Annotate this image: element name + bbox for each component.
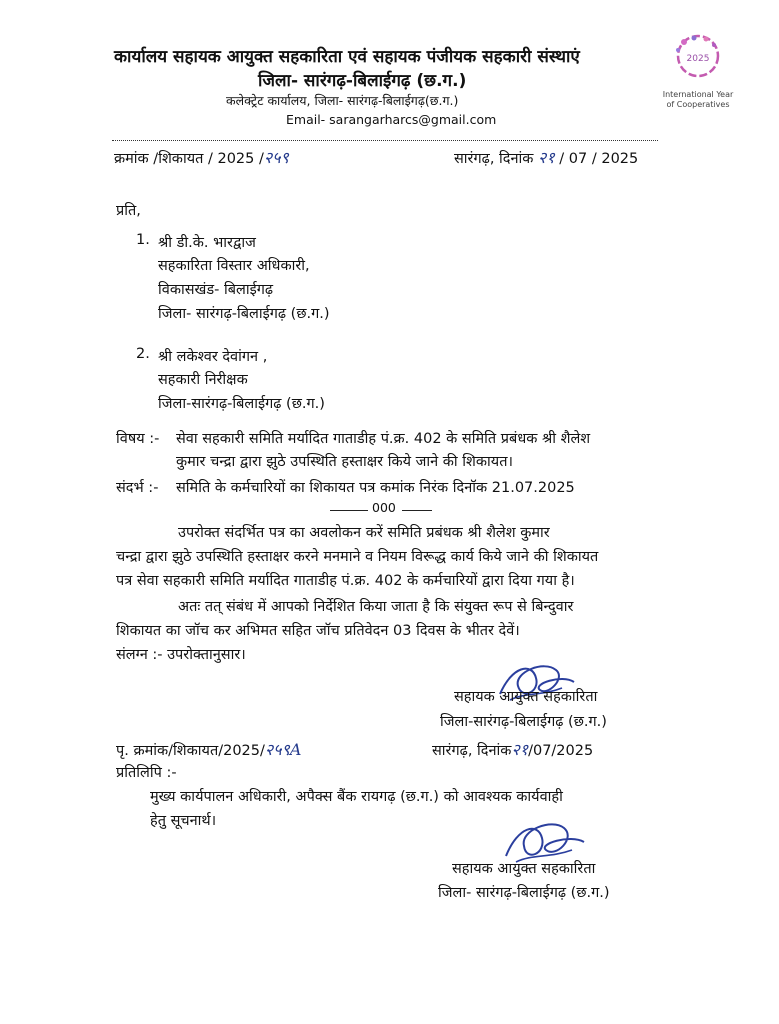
signature-1-district: जिला-सारंगढ़-बिलाईगढ़ (छ.ग.) xyxy=(440,714,607,730)
letter-date-rest: / 07 / 2025 xyxy=(559,151,639,167)
enclosure: संलग्न :- उपरोक्तानुसार। xyxy=(116,647,246,663)
copy-ref-number: २५९A xyxy=(264,740,302,759)
body-line: चन्द्रा द्वारा झुठे उपस्थिति हस्ताक्षर करने मनमाने व नियम विरूद्ध कार्य किये जाने की शिकायत xyxy=(116,549,599,565)
recipient-1-line: जिला- सारंगढ़-बिलाईगढ़ (छ.ग.) xyxy=(158,306,330,322)
letter-date xyxy=(454,146,638,168)
signature-2-district: जिला- सारंगढ़-बिलाईगढ़ (छ.ग.) xyxy=(438,885,610,901)
cooperatives-logo-icon xyxy=(648,30,748,86)
body-line: उपरोक्त संदर्भित पत्र का अवलोकन करें समिति प्रबंधक श्री शैलेश कुमार xyxy=(178,525,550,541)
subject-label: विषय :- xyxy=(116,431,160,447)
letter-date-day: २१ xyxy=(538,148,555,167)
copy-label: प्रतिलिपि :- xyxy=(116,765,177,781)
separator-dash-left xyxy=(330,510,368,511)
recipient-2-line: सहकारी निरीक्षक xyxy=(158,372,248,388)
email-line: Email- sarangarharcs@gmail.com xyxy=(286,112,497,127)
office-address: कलेक्ट्रेट कार्यालय, जिला- सारंगढ़-बिलाईगढ़(छ.ग.) xyxy=(226,93,459,108)
separator-text: 000 xyxy=(372,500,396,515)
recipient-1-line: विकासखंड- बिलाईगढ़ xyxy=(158,282,274,298)
signature-2-designation: सहायक आयुक्त सहकारिता xyxy=(452,861,596,877)
letter-date-prefix: सारंगढ़, दिनांक xyxy=(454,151,534,167)
letter-ref xyxy=(114,146,289,168)
body-line: शिकायत का जॉच कर अभिमत सहित जॉच प्रतिवेदन 03 दिवस के भीतर देवें। xyxy=(116,623,520,639)
recipient-2-num: 2. xyxy=(136,346,150,362)
reference-label: संदर्भ :- xyxy=(116,480,159,496)
letter-ref-prefix: क्रमांक /शिकायत / 2025 / xyxy=(114,151,264,167)
letter-ref-number: २५९ xyxy=(263,148,289,167)
to-label: प्रति, xyxy=(116,203,141,219)
subject-line1: सेवा सहकारी समिति मर्यादित गाताडीह पं.क्र. 402 के समिति प्रबंधक श्री शैलेश xyxy=(176,431,591,447)
copy-to-line: मुख्य कार्यपालन अधिकारी, अपैक्स बैंक रायगढ़ (छ.ग.) को आवश्यक कार्यवाही xyxy=(150,789,563,805)
recipient-1-line: सहकारिता विस्तार अधिकारी, xyxy=(158,258,310,274)
iyc-logo xyxy=(648,30,748,110)
body-line: पत्र सेवा सहकारी समिति मर्यादित गाताडीह पं.क्र. 402 के कर्मचारियों द्वारा दिया गया है। xyxy=(116,573,575,589)
recipient-1-num: 1. xyxy=(136,232,150,248)
subject-line2: कुमार चन्द्रा द्वारा झुठे उपस्थिति हस्ताक्षर किये जाने की शिकायत। xyxy=(176,454,513,470)
copy-date-rest: /07/2025 xyxy=(528,743,594,759)
logo-caption-line1: International Year xyxy=(662,90,734,99)
recipient-2-line: जिला-सारंगढ़-बिलाईगढ़ (छ.ग.) xyxy=(158,396,325,412)
signature-1-designation: सहायक आयुक्त सहकारिता xyxy=(454,689,598,705)
separator-dash-right xyxy=(402,510,432,511)
logo-caption-line2: of Cooperatives xyxy=(666,100,730,109)
copy-date xyxy=(432,738,593,760)
recipient-2-line: श्री लकेश्वर देवांगन , xyxy=(158,349,268,365)
logo-year: 2025 xyxy=(686,54,710,64)
office-title: कार्यालय सहायक आयुक्त सहकारिता एवं सहायक पंजीयक सहकारी संस्थाएं xyxy=(114,47,580,67)
copy-date-day: २१ xyxy=(511,740,529,759)
header-divider xyxy=(112,140,658,141)
body-line: अतः तत् संबंध में आपको निर्देशित किया जाता है कि संयुक्त रूप से बिन्दुवार xyxy=(178,599,574,615)
copy-ref-prefix: पृ. क्रमांक/शिकायत/2025/ xyxy=(116,743,265,759)
copy-ref xyxy=(116,738,301,760)
reference-text: समिति के कर्मचारियों का शिकायत पत्र कमांक निरंक दिनॉक 21.07.2025 xyxy=(176,480,575,496)
copy-date-prefix: सारंगढ़, दिनांक xyxy=(432,743,512,759)
recipient-1-line: श्री डी.के. भारद्वाज xyxy=(158,235,256,251)
district-title: जिला- सारंगढ़-बिलाईगढ़ (छ.ग.) xyxy=(258,71,467,91)
copy-to-line: हेतु सूचनार्थ। xyxy=(150,813,217,829)
